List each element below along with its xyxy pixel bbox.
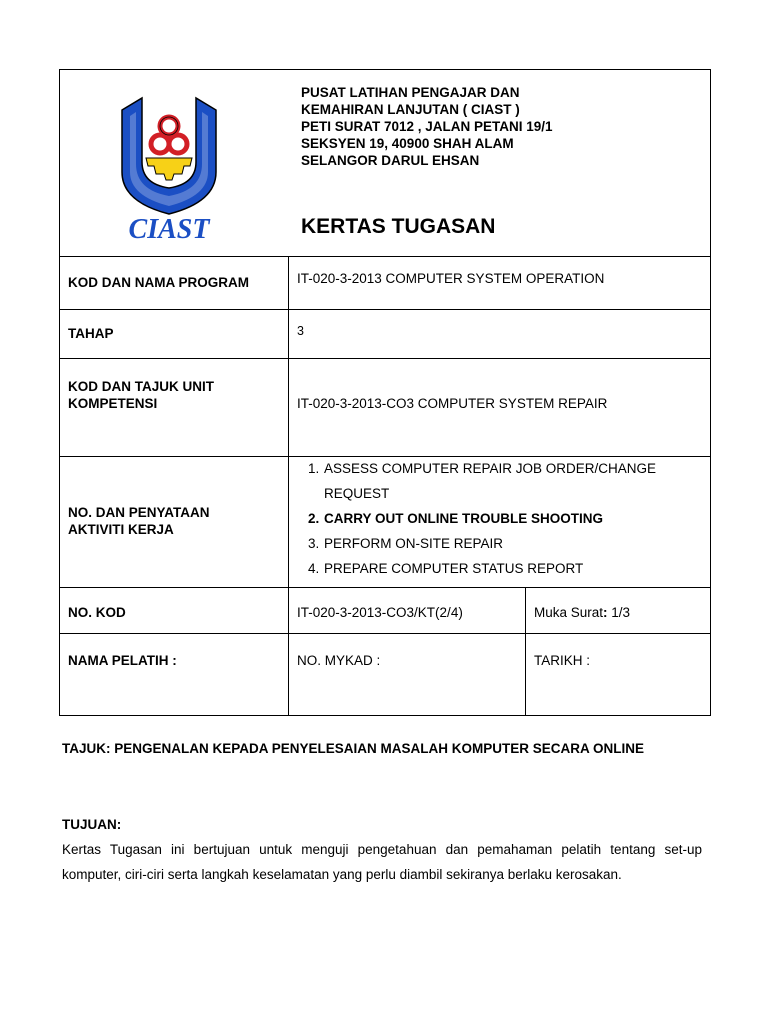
- kod-label: NO. KOD: [68, 605, 126, 620]
- program-label: KOD DAN NAMA PROGRAM: [68, 275, 249, 290]
- unit-value-cell: [289, 359, 711, 457]
- activities-value-cell: [289, 457, 711, 588]
- activity-item: 4. PREPARE COMPUTER STATUS REPORT: [323, 556, 702, 581]
- unit-label-line1: KOD DAN TAJUK UNIT: [68, 379, 214, 394]
- unit-label-line2: KOMPETENSI: [68, 396, 158, 411]
- tujuan-paragraph: Kertas Tugasan ini bertujuan untuk menguji pengetahuan dan pemahaman pelatih tentang set-up komputer, ciri-ciri serta langkah keselamatan yang perlu diambil sekiranya berlaku kerosakan.: [62, 842, 702, 882]
- kod-label-cell: [60, 588, 289, 634]
- pelatih-label-cell: [60, 634, 289, 716]
- tajuk-heading: TAJUK: PENGENALAN KEPADA PENYELESAIAN MASALAH KOMPUTER SECARA ONLINE: [62, 741, 645, 756]
- logo-text: CIAST: [128, 214, 210, 242]
- tujuan-heading: TUJUAN:: [62, 817, 122, 832]
- program-label-cell: [60, 257, 289, 310]
- tarikh-label: TARIKH :: [534, 653, 591, 668]
- tahap-value-cell: [289, 310, 711, 359]
- mykad-label: NO. MYKAD :: [297, 653, 381, 668]
- tujuan-section: [62, 813, 702, 887]
- page-label: Muka Surat: [534, 605, 604, 620]
- address-line: SEKSYEN 19, 40900 SHAH ALAM: [301, 136, 514, 151]
- address-line: PETI SURAT 7012 , JALAN PETANI 19/1: [301, 119, 553, 134]
- address-line: SELANGOR DARUL EHSAN: [301, 153, 480, 168]
- activity-item-current: 2. CARRY OUT ONLINE TROUBLE SHOOTING: [323, 506, 702, 531]
- ciast-logo: [108, 92, 230, 242]
- mykad-cell: [289, 634, 526, 716]
- program-value: IT-020-3-2013 COMPUTER SYSTEM OPERATION: [297, 271, 605, 286]
- institution-address: [301, 84, 553, 169]
- assignment-header-table: [59, 69, 711, 716]
- page-number-cell: [526, 588, 711, 634]
- unit-label-cell: [60, 359, 289, 457]
- unit-value: IT-020-3-2013-CO3 COMPUTER SYSTEM REPAIR: [297, 396, 608, 411]
- kod-value-cell: [289, 588, 526, 634]
- tarikh-cell: [526, 634, 711, 716]
- activities-label-line2: AKTIVITI KERJA: [68, 522, 174, 537]
- kod-value: IT-020-3-2013-CO3/KT(2/4): [297, 605, 463, 620]
- page-colon: :: [603, 605, 608, 620]
- pelatih-label: NAMA PELATIH :: [68, 653, 177, 668]
- activities-list: [297, 456, 702, 581]
- program-value-cell: [289, 257, 711, 310]
- activity-item: 3. PERFORM ON-SITE REPAIR: [323, 531, 702, 556]
- document-title: KERTAS TUGASAN: [301, 215, 496, 238]
- tahap-value: 3: [297, 324, 304, 338]
- header-cell: [60, 70, 711, 257]
- tajuk-section: [62, 736, 702, 761]
- page-value: 1/3: [607, 605, 631, 620]
- activities-label-line1: NO. DAN PENYATAAN: [68, 505, 210, 520]
- address-line: PUSAT LATIHAN PENGAJAR DAN: [301, 85, 520, 100]
- page-number: [534, 588, 702, 621]
- address-line: KEMAHIRAN LANJUTAN ( CIAST ): [301, 102, 520, 117]
- activity-item: 1. ASSESS COMPUTER REPAIR JOB ORDER/CHANGE REQUEST: [323, 456, 702, 506]
- activities-label-cell: [60, 457, 289, 588]
- tahap-label-cell: [60, 310, 289, 359]
- tahap-label: TAHAP: [68, 326, 114, 341]
